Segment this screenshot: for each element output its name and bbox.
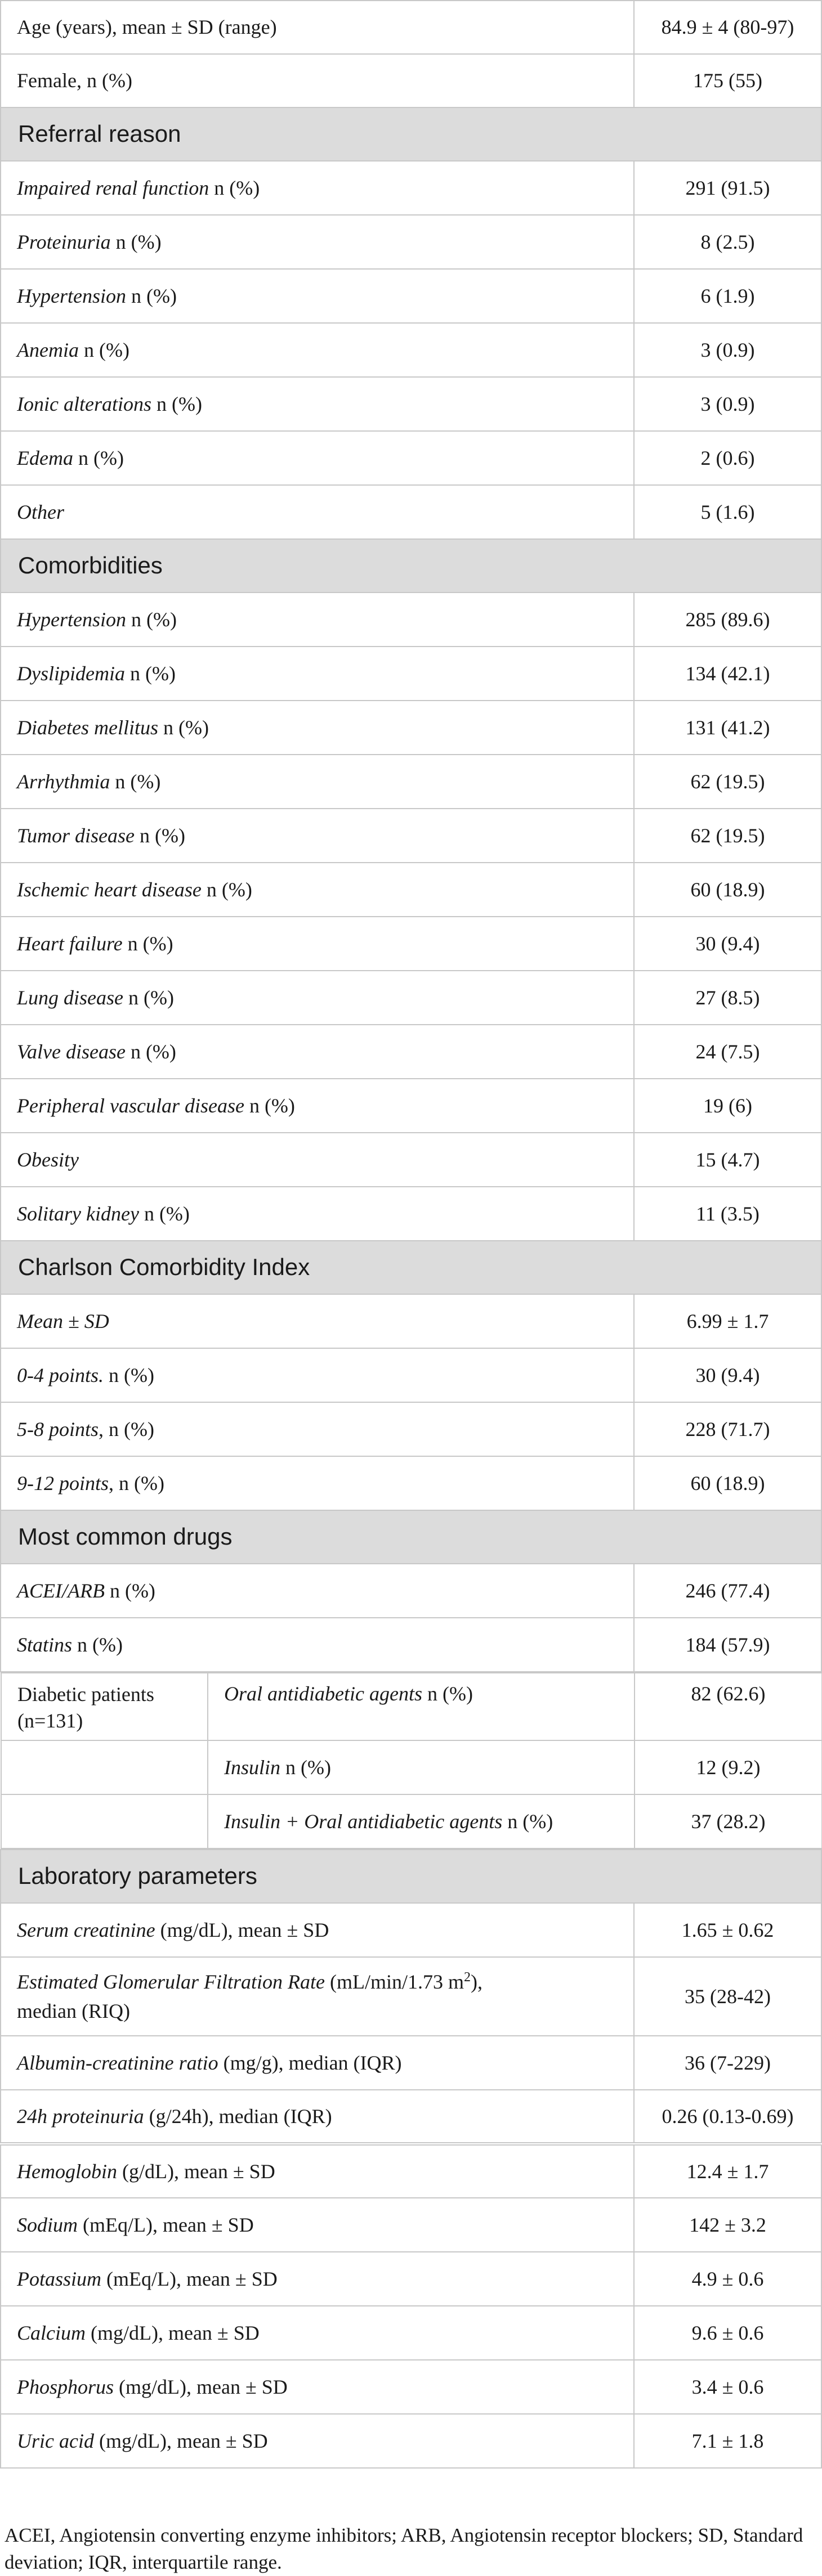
row-label: Phosphorus (mg/dL), mean ± SD bbox=[1, 2360, 634, 2414]
row-label: Estimated Glomerular Filtration Rate (mL/min/1.73 $m^2$), median (RIQ) bbox=[1, 1957, 634, 2036]
table-row bbox=[1, 701, 821, 755]
section-header-drugs bbox=[1, 1510, 821, 1564]
row-value: 24 (7.5) bbox=[634, 1025, 821, 1079]
row-value: 5 (1.6) bbox=[634, 485, 821, 539]
row-value: 15 (4.7) bbox=[634, 1133, 821, 1187]
row-label: Insulin + Oral antidiabetic agents n (%) bbox=[208, 1794, 635, 1848]
table-row bbox=[1, 1618, 821, 1672]
table-row bbox=[1, 809, 821, 863]
row-label: 5-8 points, n (%) bbox=[1, 1402, 634, 1456]
table-row bbox=[1, 1957, 821, 2036]
row-label: Other bbox=[1, 485, 634, 539]
row-label: Tumor disease n (%) bbox=[1, 809, 634, 863]
row-label: Heart failure n (%) bbox=[1, 917, 634, 971]
table-row bbox=[1, 377, 821, 431]
row-value: 84.9 ± 4 (80-97) bbox=[634, 1, 821, 54]
row-value: 19 (6) bbox=[634, 1079, 821, 1133]
row-label: Potassium (mEq/L), mean ± SD bbox=[1, 2252, 634, 2306]
table-row bbox=[1, 1794, 822, 1848]
row-label: Female, n (%) bbox=[1, 54, 634, 107]
row-label: Valve disease n (%) bbox=[1, 1025, 634, 1079]
row-label: Anemia n (%) bbox=[1, 323, 634, 377]
diabetic-subtable bbox=[1, 1672, 822, 1849]
table-row bbox=[1, 2252, 821, 2306]
row-value: 12.4 ± 1.7 bbox=[634, 2144, 821, 2198]
row-value: 184 (57.9) bbox=[634, 1618, 821, 1672]
section-title: Referral reason bbox=[1, 107, 821, 161]
row-value: 175 (55) bbox=[634, 54, 821, 107]
table-row bbox=[1, 755, 821, 809]
table-row bbox=[1, 917, 821, 971]
row-value: 134 (42.1) bbox=[634, 647, 821, 701]
row-label: Diabetes mellitus n (%) bbox=[1, 701, 634, 755]
table-row bbox=[1, 647, 821, 701]
table-row bbox=[1, 2414, 821, 2468]
row-label: Insulin n (%) bbox=[208, 1740, 635, 1794]
row-label: Sodium (mEq/L), mean ± SD bbox=[1, 2198, 634, 2252]
row-label: Albumin-creatinine ratio (mg/g), median (IQR) bbox=[1, 2036, 634, 2090]
row-value: 9.6 ± 0.6 bbox=[634, 2306, 821, 2360]
table-row bbox=[1, 485, 821, 539]
row-value: 3 (0.9) bbox=[634, 323, 821, 377]
section-title: Most common drugs bbox=[1, 1510, 821, 1564]
row-value: 82 (62.6) bbox=[635, 1673, 822, 1740]
row-label: Calcium (mg/dL), mean ± SD bbox=[1, 2306, 634, 2360]
table-row bbox=[1, 1294, 821, 1348]
row-value: 36 (7-229) bbox=[634, 2036, 821, 2090]
table-row bbox=[1, 1740, 822, 1794]
row-label: Hemoglobin (g/dL), mean ± SD bbox=[1, 2144, 634, 2198]
table-row bbox=[1, 1133, 821, 1187]
section-title: Charlson Comorbidity Index bbox=[1, 1241, 821, 1294]
diabetic-patients-block bbox=[1, 1672, 821, 1850]
row-value: 62 (19.5) bbox=[634, 755, 821, 809]
table-row bbox=[1, 863, 821, 917]
row-value: 30 (9.4) bbox=[634, 917, 821, 971]
table-row bbox=[1, 269, 821, 323]
section-title: Comorbidities bbox=[1, 539, 821, 593]
table-row bbox=[1, 323, 821, 377]
row-value: 60 (18.9) bbox=[634, 1456, 821, 1510]
section-header-referral bbox=[1, 107, 821, 161]
section-header-comorbidities bbox=[1, 539, 821, 593]
row-value: 8 (2.5) bbox=[634, 215, 821, 269]
row-label: Arrhythmia n (%) bbox=[1, 755, 634, 809]
table-row bbox=[1, 161, 821, 215]
row-label: ACEI/ARB n (%) bbox=[1, 1564, 634, 1618]
table-row bbox=[1, 2198, 821, 2252]
row-label: Lung disease n (%) bbox=[1, 971, 634, 1025]
empty-cell bbox=[1, 1740, 208, 1794]
row-label: Serum creatinine (mg/dL), mean ± SD bbox=[1, 1903, 634, 1957]
table-row bbox=[1, 2144, 821, 2198]
row-label: Mean ± SD bbox=[1, 1294, 634, 1348]
row-value: 2 (0.6) bbox=[634, 431, 821, 485]
row-value: 60 (18.9) bbox=[634, 863, 821, 917]
row-value: 30 (9.4) bbox=[634, 1348, 821, 1402]
diabetic-group-label: Diabetic patients (n=131) bbox=[1, 1673, 208, 1740]
table-row bbox=[1, 1456, 821, 1510]
row-label: Statins n (%) bbox=[1, 1618, 634, 1672]
row-label: 24h proteinuria (g/24h), median (IQR) bbox=[1, 2090, 634, 2144]
empty-cell bbox=[1, 1794, 208, 1848]
row-label: Ionic alterations n (%) bbox=[1, 377, 634, 431]
table-row bbox=[1, 1564, 821, 1618]
row-value: 4.9 ± 0.6 bbox=[634, 2252, 821, 2306]
row-value: 0.26 (0.13-0.69) bbox=[634, 2090, 821, 2144]
table-row bbox=[1, 593, 821, 647]
table-row bbox=[1, 431, 821, 485]
table-row bbox=[1, 1079, 821, 1133]
row-label: Solitary kidney n (%) bbox=[1, 1187, 634, 1241]
row-label: 9-12 points, n (%) bbox=[1, 1456, 634, 1510]
row-value: 11 (3.5) bbox=[634, 1187, 821, 1241]
row-label: Peripheral vascular disease n (%) bbox=[1, 1079, 634, 1133]
row-value: 27 (8.5) bbox=[634, 971, 821, 1025]
row-value: 6.99 ± 1.7 bbox=[634, 1294, 821, 1348]
row-value: 12 (9.2) bbox=[635, 1740, 822, 1794]
row-label: Edema n (%) bbox=[1, 431, 634, 485]
table-footnote: ACEI, Angiotensin converting enzyme inhibitors; ARB, Angiotensin receptor blockers; SD, Standard deviation; IQR, interquartile range. bbox=[5, 2524, 803, 2573]
table-row bbox=[1, 2360, 821, 2414]
row-value: 3.4 ± 0.6 bbox=[634, 2360, 821, 2414]
section-header-lab bbox=[1, 1850, 821, 1903]
section-header-charlson bbox=[1, 1241, 821, 1294]
row-label: Uric acid (mg/dL), mean ± SD bbox=[1, 2414, 634, 2468]
row-value: 35 (28-42) bbox=[634, 1957, 821, 2036]
row-value: 285 (89.6) bbox=[634, 593, 821, 647]
row-label: Ischemic heart disease n (%) bbox=[1, 863, 634, 917]
row-label: Obesity bbox=[1, 1133, 634, 1187]
table-row bbox=[1, 1673, 822, 1740]
row-value: 142 ± 3.2 bbox=[634, 2198, 821, 2252]
row-label: 0-4 points. n (%) bbox=[1, 1348, 634, 1402]
row-value: 7.1 ± 1.8 bbox=[634, 2414, 821, 2468]
row-value: 1.65 ± 0.62 bbox=[634, 1903, 821, 1957]
row-value: 6 (1.9) bbox=[634, 269, 821, 323]
row-label: Hypertension n (%) bbox=[1, 269, 634, 323]
row-value: 246 (77.4) bbox=[634, 1564, 821, 1618]
row-value: 37 (28.2) bbox=[635, 1794, 822, 1848]
section-title: Laboratory parameters bbox=[1, 1850, 821, 1903]
table-row bbox=[1, 1025, 821, 1079]
row-label: Age (years), mean ± SD (range) bbox=[1, 1, 634, 54]
row-label: Impaired renal function n (%) bbox=[1, 161, 634, 215]
row-label: Hypertension n (%) bbox=[1, 593, 634, 647]
table-row bbox=[1, 1402, 821, 1456]
row-label: Dyslipidemia n (%) bbox=[1, 647, 634, 701]
row-value: 228 (71.7) bbox=[634, 1402, 821, 1456]
row-value: 3 (0.9) bbox=[634, 377, 821, 431]
row-label: Proteinuria n (%) bbox=[1, 215, 634, 269]
table-row bbox=[1, 1348, 821, 1402]
table-row bbox=[1, 1, 821, 54]
table-row bbox=[1, 1903, 821, 1957]
row-value: 62 (19.5) bbox=[634, 809, 821, 863]
table-row bbox=[1, 2090, 821, 2144]
table-row bbox=[1, 54, 821, 107]
row-value: 131 (41.2) bbox=[634, 701, 821, 755]
table-row bbox=[1, 1187, 821, 1241]
table-row bbox=[1, 2306, 821, 2360]
row-label: Oral antidiabetic agents n (%) bbox=[208, 1673, 635, 1740]
table-row bbox=[1, 215, 821, 269]
row-value: 291 (91.5) bbox=[634, 161, 821, 215]
table-row bbox=[1, 971, 821, 1025]
table-row bbox=[1, 2036, 821, 2090]
